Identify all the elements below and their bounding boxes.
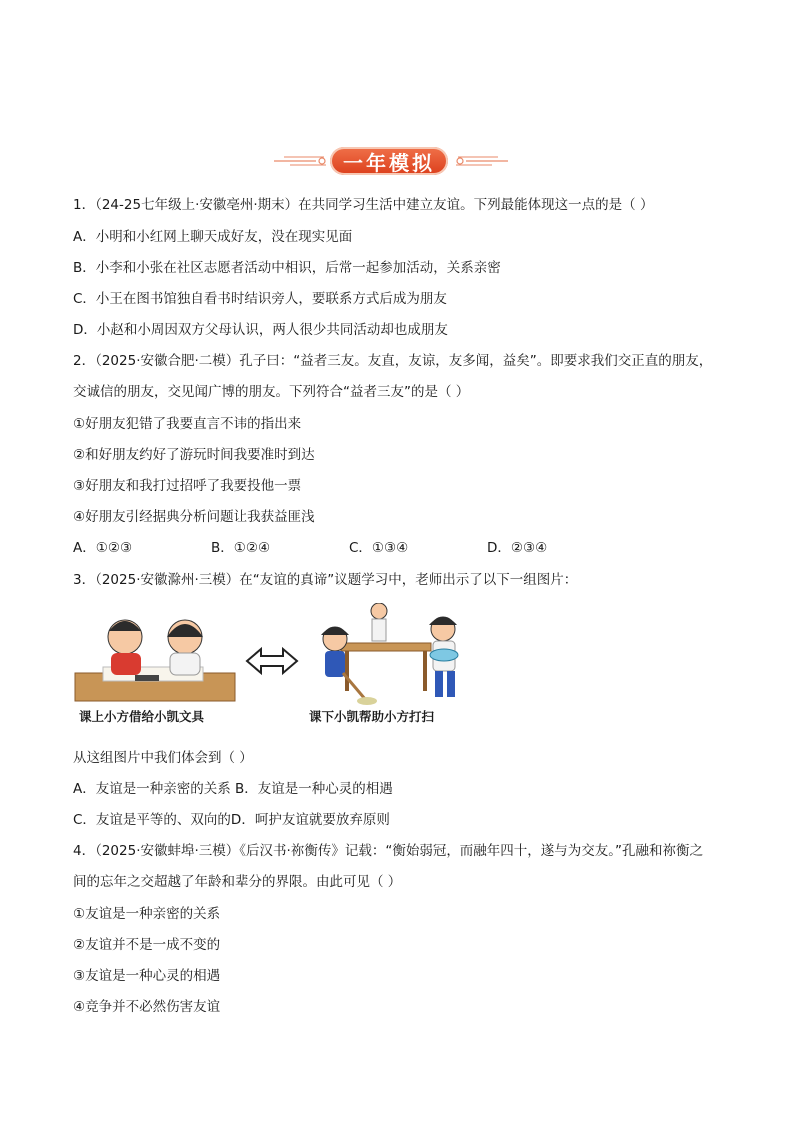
q4-item-3: ③友谊是一种心灵的相遇 <box>73 968 221 984</box>
q2-item-3: ③好朋友和我打过招呼了我要投他一票 <box>73 478 302 494</box>
q4-item-1: ①友谊是一种亲密的关系 <box>73 906 221 922</box>
q3-illustration <box>73 603 493 728</box>
q2-stem-line1: 2．（2025·安徽合肥·二模）孔子曰：“益者三友。友直，友谅，友多闻，益矣”。即要求我们交正直的朋友， <box>73 353 713 369</box>
banner-pill <box>330 147 448 175</box>
q3-options-line1: A．友谊是一种亲密的关系 B．友谊是一种心灵的相遇 <box>73 781 393 797</box>
q1-option-d: D．小赵和小周因双方父母认识，两人很少共同活动却也成朋友 <box>73 322 448 338</box>
q2-item-2: ②和好朋友约好了游玩时间我要准时到达 <box>73 447 315 463</box>
right-ornament-icon <box>450 153 510 169</box>
q2-item-4: ④好朋友引经据典分析问题让我获益匪浅 <box>73 509 315 525</box>
section-banner <box>0 145 794 177</box>
q3-caption-right: 课下小凯帮助小方打扫 <box>309 709 435 724</box>
q3-stem: 3．（2025·安徽滁州·三模）在“友谊的真谛”议题学习中，老师出示了以下一组图片： <box>73 572 578 588</box>
left-ornament-icon <box>272 153 332 169</box>
q2-option-b: B．①②④ <box>211 540 271 556</box>
q2-option-a: A．①②③ <box>73 540 133 556</box>
q2-option-c: C．①③④ <box>349 540 409 556</box>
q1-option-a: A．小明和小红网上聊天成好友，没在现实见面 <box>73 229 353 245</box>
q3-question: 从这组图片中我们体会到（ ） <box>73 750 253 766</box>
q2-item-1: ①好朋友犯错了我要直言不讳的指出来 <box>73 416 302 432</box>
banner-title: 一年模拟 <box>343 150 435 175</box>
q3-options-line2: C．友谊是平等的、双向的D．呵护友谊就要放弃原则 <box>73 812 390 828</box>
q1-option-c: C．小王在图书馆独自看书时结识旁人，要联系方式后成为朋友 <box>73 291 447 307</box>
classroom-scene-illustration <box>73 603 493 708</box>
q4-stem-line1: 4．（2025·安徽蚌埠·三模）《后汉书·祢衡传》记载：“衡始弱冠，而融年四十，遂与为交友。”孔融和祢衡之 <box>73 843 704 859</box>
q1-stem: 1．（24-25七年级上·安徽亳州·期末）在共同学习生活中建立友谊。下列最能体现这一点的是（ ） <box>73 197 654 213</box>
q4-item-2: ②友谊并不是一成不变的 <box>73 937 221 953</box>
q2-options <box>73 538 625 558</box>
q1-option-b: B．小李和小张在社区志愿者活动中相识，后常一起参加活动，关系亲密 <box>73 260 501 276</box>
q2-option-d: D．②③④ <box>487 540 548 556</box>
q3-caption-left: 课上小方借给小凯文具 <box>79 709 205 724</box>
q4-item-4: ④竞争并不必然伤害友谊 <box>73 999 221 1015</box>
q4-stem-line2: 间的忘年之交超越了年龄和辈分的界限。由此可见（ ） <box>73 874 402 890</box>
q2-stem-line2: 交诚信的朋友，交见闻广博的朋友。下列符合“益者三友”的是（ ） <box>73 384 470 400</box>
